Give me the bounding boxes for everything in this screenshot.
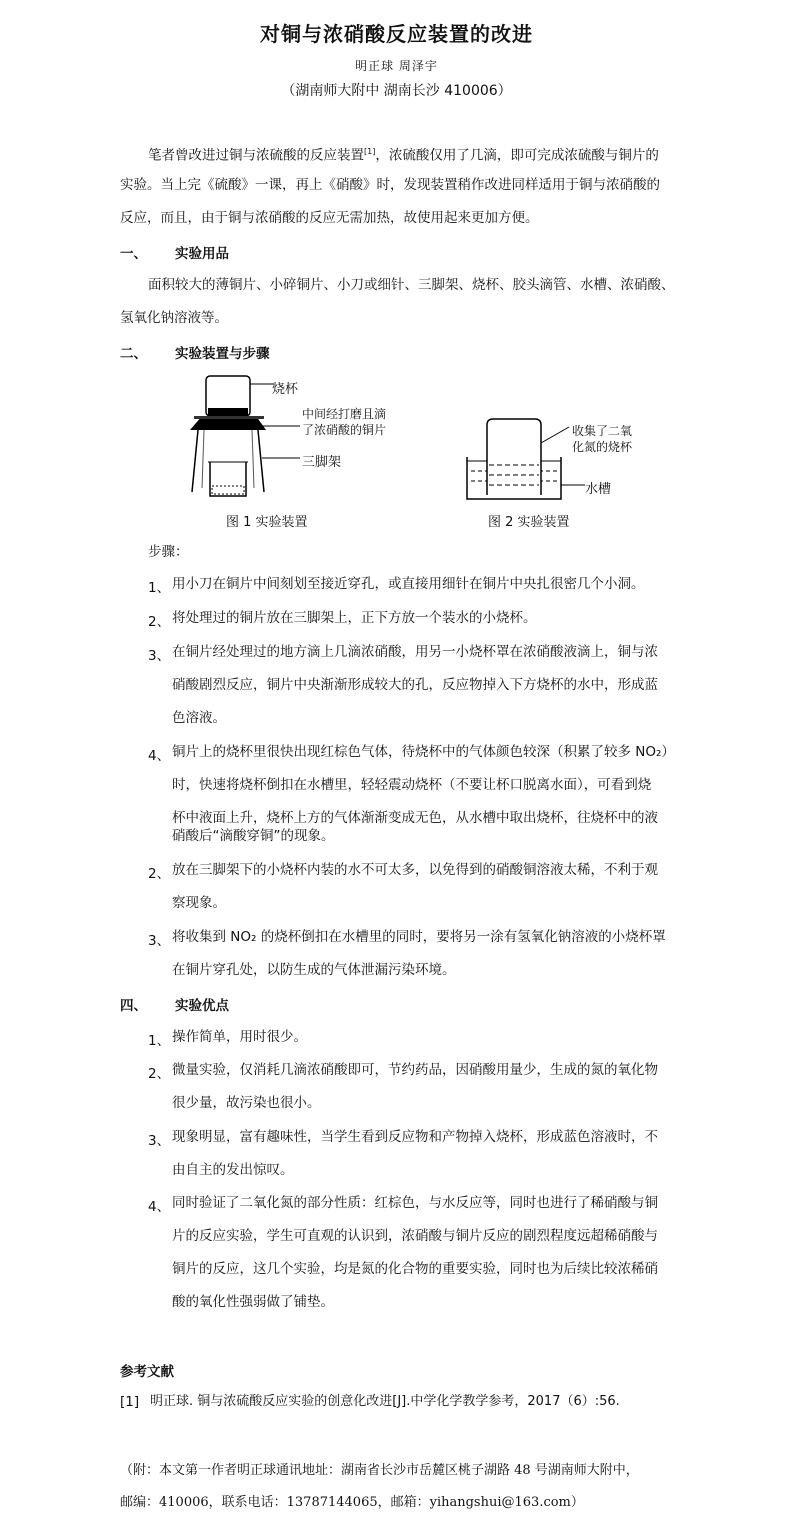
adv-1-line-1: 操作简单，用时很少。 xyxy=(172,1029,307,1045)
sec1-line-1: 面积较大的薄铜片、小碎铜片、小刀或细针、三脚架、烧杯、胶头滴管、水槽、浓硝酸、 xyxy=(148,277,675,293)
steps-heading: 步骤： xyxy=(148,544,189,560)
affiliation: （湖南师大附中 湖南长沙 410006） xyxy=(281,83,512,99)
footnote-line-1: （附：本文第一作者明正球通讯地址：湖南省长沙市岳麓区桃子湖路 48 号湖南师大附中， xyxy=(120,1463,639,1478)
intro-line-1 xyxy=(148,142,659,166)
step-1-number: 1、 xyxy=(148,580,171,596)
section-2-number: 二、 xyxy=(120,346,147,362)
fig2-label-beaker-2: 化氮的烧杯 xyxy=(572,440,633,454)
adv-4-line-3: 铜片的反应，这几个实验，均是氮的化合物的重要实验，同时也为后续比较浓稀硝 xyxy=(172,1261,658,1277)
step-2-line-1: 将处理过的铜片放在三脚架上，正下方放一个装水的小烧杯。 xyxy=(172,610,537,626)
figure-2-diagram xyxy=(465,415,585,505)
step-3-line-1: 在铜片经处理过的地方滴上几滴浓硝酸，用另一小烧杯罩在浓硝酸液滴上，铜与浓 xyxy=(172,644,658,660)
adv-4-line-4: 酸的氧化性强弱做了铺垫。 xyxy=(172,1294,334,1310)
fig1-label-copper-2: 了浓硝酸的铜片 xyxy=(302,423,387,437)
fig2-caption: 图 2 实验装置 xyxy=(488,515,570,530)
step-6-number: 3、 xyxy=(148,933,171,949)
adv-2-number: 2、 xyxy=(148,1066,171,1082)
authors: 明正球 周泽宇 xyxy=(355,59,438,73)
adv-4-line-2: 片的反应实验，学生可直观的认识到，浓硝酸与铜片反应的剧烈程度远超稀硝酸与 xyxy=(172,1228,658,1244)
footnote-line-2: 邮编：410006，联系电话：13787144065，邮箱：yihangshui@163.com） xyxy=(120,1495,584,1510)
section-1-number: 一、 xyxy=(120,246,147,262)
section-2-title: 实验装置与步骤 xyxy=(175,346,270,362)
references-heading: 参考文献 xyxy=(120,1364,174,1380)
citation-link[interactable]: [1] xyxy=(364,147,376,156)
step-4-line-3: 杯中液面上升，烧杯上方的气体渐渐变成无色，从水槽中取出烧杯，往烧杯中的液 xyxy=(172,810,658,826)
adv-4-number: 4、 xyxy=(148,1199,171,1215)
reference-1-text: 明正球. 铜与浓硫酸反应实验的创意化改进[J].中学化学教学参考，2017（6）:56. xyxy=(150,1394,620,1409)
intro-line-1a: 笔者曾改进过铜与浓硫酸的反应装置 xyxy=(148,147,364,164)
page-title: 对铜与浓硝酸反应装置的改进 xyxy=(260,22,533,46)
sec1-line-2: 氢氧化钠溶液等。 xyxy=(120,310,228,326)
step-3-number: 3、 xyxy=(148,648,171,664)
step-6-line-1: 将收集到 NO₂ 的烧杯倒扣在水槽里的同时，要将另一涂有氢氧化钠溶液的小烧杯罩 xyxy=(172,929,666,945)
intro-line-1b: ，浓硫酸仅用了几滴，即可完成浓硫酸与铜片的 xyxy=(375,147,659,164)
step-4-line-2: 时，快速将烧杯倒扣在水槽里，轻轻震动烧杯（不要让杯口脱离水面），可看到烧 xyxy=(172,777,652,793)
fig1-label-tripod: 三脚架 xyxy=(302,455,342,470)
intro-line-2: 实验。当上完《硫酸》一课，再上《硝酸》时，发现装置稍作改进同样适用于铜与浓硝酸的 xyxy=(120,177,660,193)
adv-3-line-1: 现象明显，富有趣味性，当学生看到反应物和产物掉入烧杯，形成蓝色溶液时，不 xyxy=(172,1129,658,1145)
section-4-title: 实验优点 xyxy=(175,998,229,1014)
adv-1-number: 1、 xyxy=(148,1033,171,1049)
step-5-number: 2、 xyxy=(148,866,171,882)
adv-2-line-1: 微量实验，仅消耗几滴浓硝酸即可，节约药品，因硝酸用量少，生成的氮的氧化物 xyxy=(172,1062,658,1078)
section-4-number: 四、 xyxy=(120,998,147,1014)
reference-1-number: [1] xyxy=(120,1394,140,1410)
adv-2-line-2: 很少量，故污染也很小。 xyxy=(172,1095,321,1111)
step-3-line-2: 硝酸剧烈反应，铜片中央渐渐形成较大的孔，反应物掉入下方烧杯的水中，形成蓝 xyxy=(172,677,658,693)
step-4-line-4: 硝酸后“滴酸穿铜”的现象。 xyxy=(172,828,335,844)
fig2-label-trough: 水槽 xyxy=(585,482,612,497)
fig2-label-beaker-1: 收集了二氧 xyxy=(572,424,633,438)
step-5-line-1: 放在三脚架下的小烧杯内装的水不可太多，以免得到的硝酸铜溶液太稀，不利于观 xyxy=(172,862,658,878)
step-2-number: 2、 xyxy=(148,614,171,630)
fig1-label-beaker: 烧杯 xyxy=(272,382,299,397)
step-4-number: 4、 xyxy=(148,748,171,764)
intro-line-3: 反应，而且，由于铜与浓硝酸的反应无需加热，故使用起来更加方便。 xyxy=(120,210,539,226)
adv-4-line-1: 同时验证了二氧化氮的部分性质：红棕色，与水反应等，同时也进行了稀硝酸与铜 xyxy=(172,1195,658,1211)
step-6-line-2: 在铜片穿孔处，以防生成的气体泄漏污染环境。 xyxy=(172,962,456,978)
fig1-caption: 图 1 实验装置 xyxy=(226,515,308,530)
step-1-line-1: 用小刀在铜片中间刻划至接近穿孔，或直接用细针在铜片中央扎很密几个小洞。 xyxy=(172,576,645,592)
step-3-line-3: 色溶液。 xyxy=(172,710,226,726)
adv-3-line-2: 由自主的发出惊叹。 xyxy=(172,1162,294,1178)
section-1-title: 实验用品 xyxy=(175,246,229,262)
adv-3-number: 3、 xyxy=(148,1133,171,1149)
fig1-label-copper-1: 中间经打磨且滴 xyxy=(302,407,387,421)
step-5-line-2: 察现象。 xyxy=(172,895,226,911)
step-4-line-1: 铜片上的烧杯里很快出现红棕色气体，待烧杯中的气体颜色较深（积累了较多 NO₂） xyxy=(172,744,675,760)
